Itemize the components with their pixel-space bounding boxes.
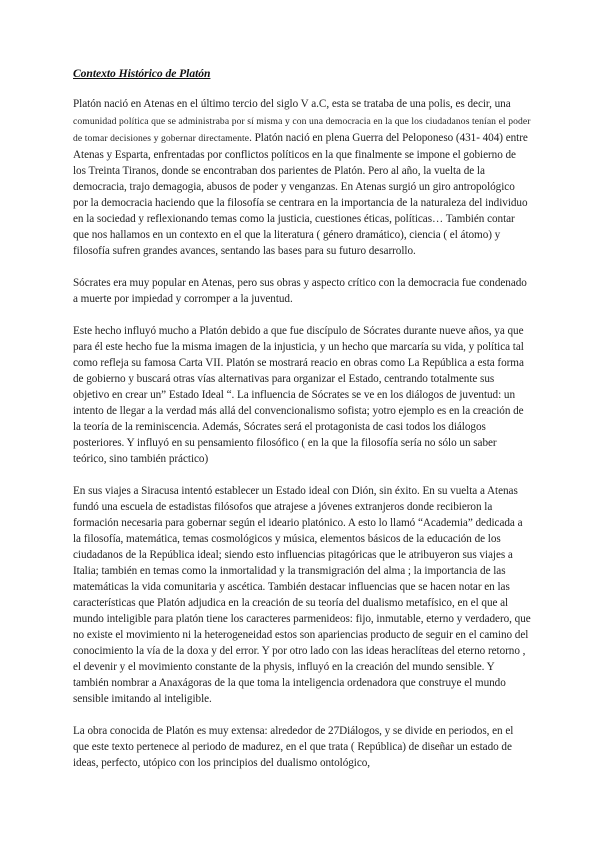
paragraph-3: Este hecho influyó mucho a Platón debido a que fue discípulo de Sócrates durante nueve años, ya que para él este hecho fue la misma imagen de la injusticia, y un hecho que marcaría su vida, y política tal como refleja su famosa Carta VII. Platón se mostrará reacio en obras como La República a esta forma de gobierno y buscará otras vías alternativas para organizar el Estado, centrando totalmente sus objetivo en crear un” Estado Ideal “. La influencia de Sócrates se ve en los diálogos de juventud: un intento de llegar a la verdad más allá del convencionalismo sofista; yotro ejemplo es en la creación de la teoría de la reminiscencia. Además, Sócrates será el protagonista de casi todos los diálogos posteriores. Y influyó en su pensamiento filosófico ( en la que la filosofía sería no sólo un saber teórico, sino también práctico) xyxy=(73,325,524,465)
paragraph-1-rest: . Platón nació en plena Guerra del Peloponeso (431- 404) entre Atenas y Esparta, enfrentadas por conflictos políticos en la que finalmente se impone el gobierno de los Treinta Tiranos, donde se encontraban dos parientes de Platón. Pero al año, la vuelta de la democracia, trajo demagogia, abusos de poder y venganzas. En Atenas surgió un giro antropológico por la democracia haciendo que la filosofía se centrara en la importancia de la naturaleza del individuo en la sociedad y reflexionando temas como la justicia, cuestiones éticas, políticas… También contar que nos hallamos en un contexto en el que la literatura ( género dramático), ciencia ( el átomo) y filosofía sufren grandes avances, sentando las bases para su futuro desarrollo. xyxy=(73,132,528,257)
paragraph-5: La obra conocida de Platón es muy extensa: alrededor de 27Diálogos, y se divide en periodos, en el que este texto pertenece al periodo de madurez, en el que trata ( República) de diseñar un estado de ideas, perfecto, utópico con los principios del dualismo ontológico, xyxy=(73,725,514,769)
document-title: Contexto Histórico de Platón xyxy=(73,67,211,80)
paragraph-2: Sócrates era muy popular en Atenas, pero sus obras y aspecto crítico con la democracia fue condenado a muerte por impiedad y corromper a la juventud. xyxy=(73,277,527,305)
paragraph-1-lead: Platón nació en Atenas en el último tercio del siglo V a.C, esta se trataba de una polis, es decir, una xyxy=(73,98,511,110)
document-body xyxy=(73,66,531,787)
paragraph-1 xyxy=(73,96,531,259)
paragraph-4: En sus viajes a Siracusa intentó establecer un Estado ideal con Dión, sin éxito. En su vuelta a Atenas fundó una escuela de estadistas filósofos que atrajese a jóvenes extranjeros donde recibieron la formación necesaria para gobernar según el ideario platónico. A esto lo llamó “Academia” dedicada a la filosofía, matemática, temas cosmológicos y música, elementos básicos de la educación de los ciudadanos de la República ideal; siendo esto influencias pitagóricas que le atribuyeron sus viajes a Italia; también en temas como la inmortalidad y la transmigración del alma ; la importancia de las matemáticas la vida comunitaria y ascética. También destacar influencias que se hacen notar en las características que Platón adjudica en la creación de su teoría del dualismo metafísico, en el que al mundo inteligible para platón tiene los caracteres parmenideos: fijo, inmutable, eterno y verdadero, que no existe el movimiento ni la heterogeneidad estos son apariencias producto de seguir en el camino del conocimiento la vía de la doxa y del error. Y por otro lado con las ideas heraclíteas del eterno retorno , el devenir y el movimiento constante de la physis, influyó en la creación del mundo sensible. Y también nombrar a Anaxágoras de la que toma la inteligencia ordenadora que construye el mundo sensible imitando al inteligible. xyxy=(73,485,531,705)
paragraph-1-small-text: comunidad política que se administraba por sí misma y con una democracia en la que los ciudadanos tenían el poder de tomar decisiones y gobernar directamente xyxy=(73,116,531,144)
